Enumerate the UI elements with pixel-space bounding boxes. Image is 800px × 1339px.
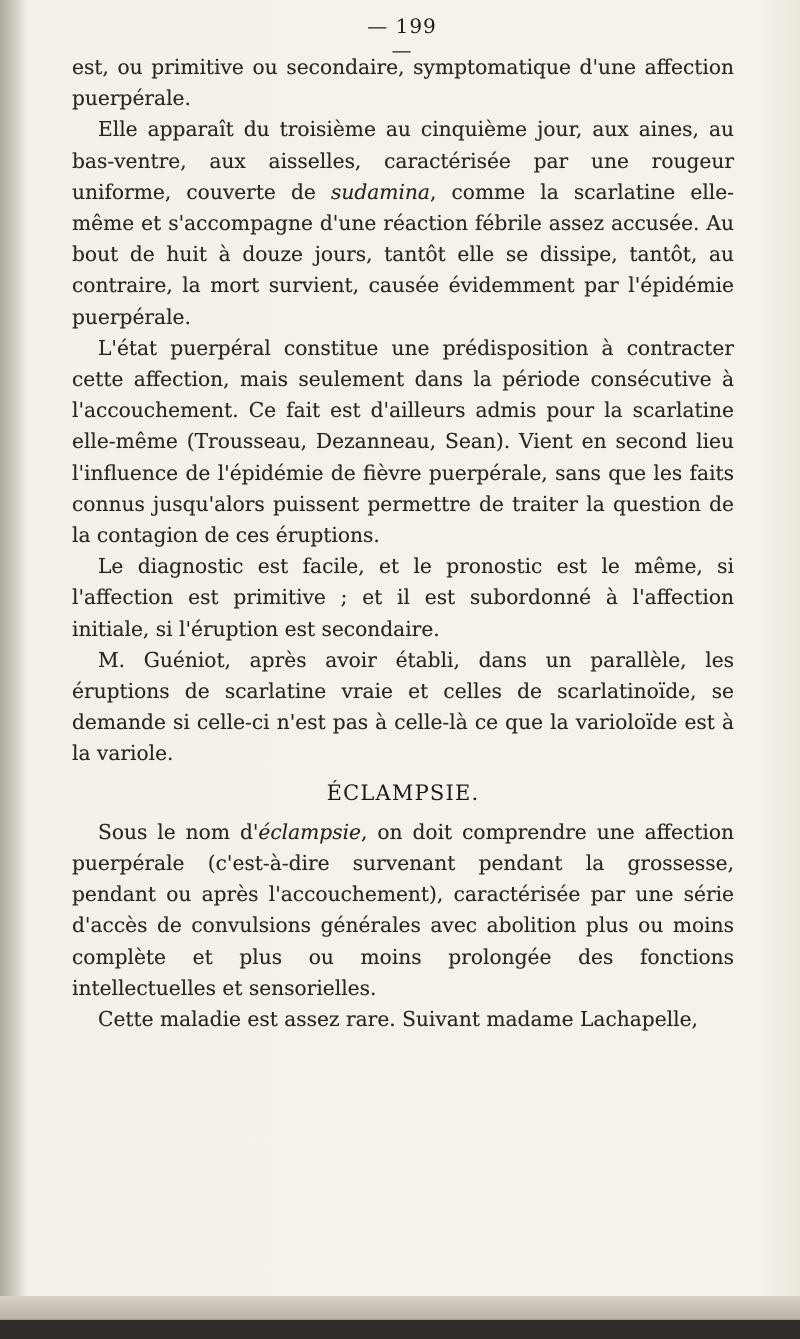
page-gutter-shadow: [0, 0, 28, 1339]
paragraph-7: [72, 1004, 734, 1035]
paragraph-4-text: Le diagnostic est facile, et le pronostic est le même, si l'affection est primitive ; et il est subordonné à l'affection initiale, si l'éruption est secondaire.: [72, 554, 734, 641]
paragraph-5-text: M. Guéniot, après avoir établi, dans un parallèle, les éruptions de scarlatine vraie et celles de scarlatinoïde, se demande si celle-ci n'est pas à celle-là ce que la varioloïde est à la variole.: [72, 647, 734, 766]
paragraph-1-text: est, ou primitive ou secondaire, symptomatique d'une affection puerpérale.: [72, 55, 734, 111]
paragraph-2-text-a: Elle apparaît du troisième au cinquième jour, aux aines, au bas-ventre, aux aisselles, caractérisée par une rougeur uniforme, couverte de: [72, 117, 734, 204]
paragraph-6-italic-term: éclampsie: [258, 819, 361, 844]
paragraph-2: [72, 114, 734, 332]
page-number: — 199 —: [367, 14, 437, 62]
paragraph-7-text: Cette maladie est assez rare. Suivant madame Lachapelle,: [98, 1007, 698, 1032]
scan-bottom-edge: [0, 1296, 800, 1339]
section-heading-eclampsie: ÉCLAMPSIE.: [326, 780, 480, 805]
paragraph-3: [72, 333, 734, 551]
paragraph-4: [72, 551, 734, 645]
paragraph-1: [72, 52, 734, 114]
paragraph-3-text: L'état puerpéral constitue une prédisposition à contracter cette affection, mais seulement dans la période consécutive à l'accouchement. Ce fait est d'ailleurs admis pour la scarlatine elle-même (Trousseau, Dezanneau, Sean). Vient en second lieu l'influence de l'épidémie de fièvre puerpérale, sans que les faits connus jusqu'alors puissent permettre de traiter la question de la contagion de ces éruptions.: [72, 335, 734, 548]
paragraph-5: [72, 645, 734, 770]
paragraph-6-text-b: , on doit comprendre une affection puerpérale (c'est-à-dire survenant pendant la grossesse, pendant ou après l'accouchement), caractérisée par une série d'accès de convulsions générales avec abolition plus ou moins complète et plus ou moins prolongée des fonctions intellectuelles et sensorielles.: [72, 819, 734, 1000]
paragraph-6-text-a: Sous le nom d': [98, 819, 259, 844]
paragraph-2-text-b: , comme la scarlatine elle-même et s'accompagne d'une réaction fébrile assez accusée. Au bout de huit à douze jours, tantôt elle se dissipe, tantôt, au contraire, la mort survient, causée évidemment par l'épidémie puerpérale.: [72, 179, 734, 329]
page-body: [72, 52, 734, 1035]
paragraph-2-italic-term: sudamina: [330, 179, 430, 204]
paragraph-6: [72, 817, 734, 1004]
